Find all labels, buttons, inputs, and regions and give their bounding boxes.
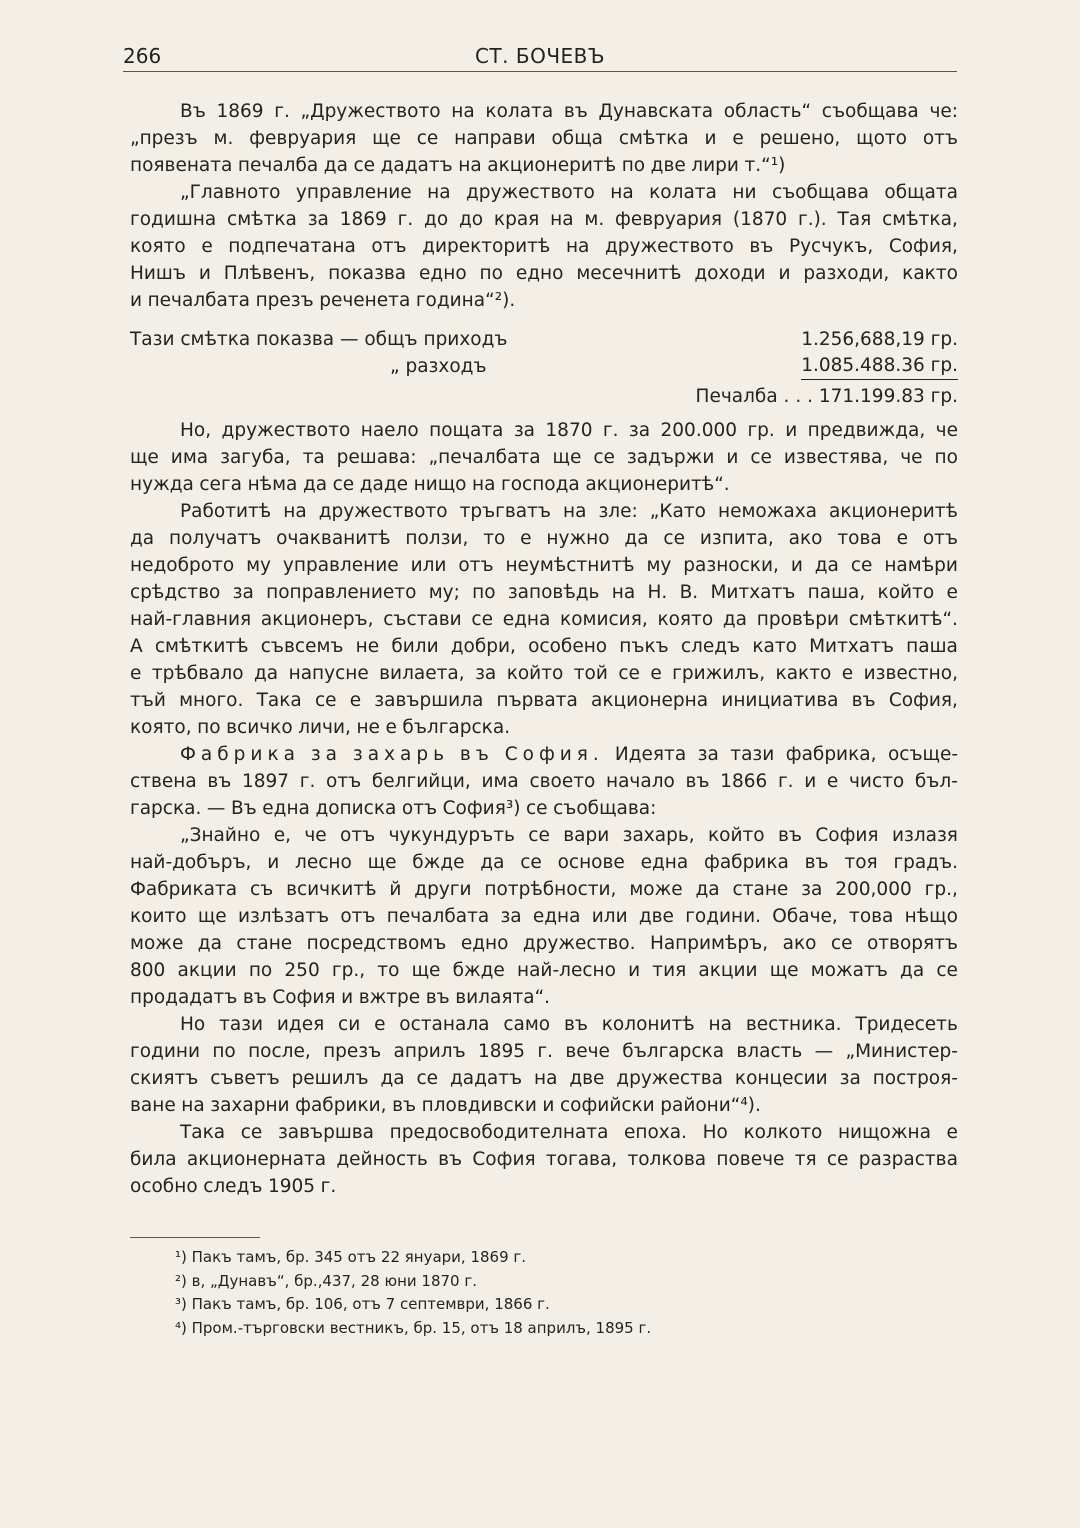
text-line: гарска. — Въ една дописка отъ София³) се съобщава: [130,798,657,819]
profit-total: Печалба . . . 171.199.83 гр. [695,386,958,407]
text-line: най-главния акционеръ, състави се една комисия, която да провѣри смѣткитѣ“. [130,609,958,630]
text-line: била акционерната дейность въ София тогава, толкова повече тя се разраства [130,1149,958,1170]
footnote: ²) в, „Дунавъ“, бр.‚437, 28 юни 1870 г. [175,1271,477,1290]
text-line: А смѣткитѣ съвсемъ не били добри, особено пъкъ следъ като Митхатъ паша [130,636,958,657]
header-rule [123,71,957,72]
text-line: Но, дружеството наело пощата за 1870 г. за 200.000 гр. и предвижда, че [180,420,958,441]
income-label: Тази смѣтка показва — общъ приходъ [130,329,508,350]
end-paragraph-2 [130,1011,958,1119]
text-line: особно следъ 1905 г. [130,1176,337,1197]
text-line: срѣдство за поправлението му; по заповѣдь на Н. В. Митхатъ паша, който е [130,582,958,603]
text-line: 800 акции по 250 гр., то ще бжде най-лесно и тия акции ще можатъ да се [130,960,958,981]
text-line: Въ 1869 г. „Дружеството на колата въ Дунавската область“ съобщава че: [180,101,958,122]
text-line: ване на захарни фабрики, въ пловдивски и софийски райони“⁴). [130,1095,761,1116]
body-text [130,98,958,1200]
middle-paragraph-1 [130,417,958,498]
top-paragraph-2 [130,179,958,314]
end-paragraph-1 [130,822,958,1011]
running-head: СТ. БОЧЕВЪ [474,44,606,68]
text-line: Така се завършва предосвободителната епоха. Но колкото нищожна е [180,1122,958,1143]
sugar-line-rest: Идеята за тази фабрика, осъще- [614,744,958,765]
text-line: е трѣбвало да напусне вилаета, за който той се е грижилъ, както е известно, [130,663,958,684]
text-line: годишна смѣтка за 1869 г. до до края на м. февруария (1870 г.). Тая смѣтка, [130,209,958,230]
profit-row [130,380,958,407]
expense-row [130,353,958,380]
footnotes [175,1246,651,1340]
paragraph-sugar-factory [130,741,958,822]
text-line: Работитѣ на дружеството тръгватъ на зле: „Като неможаха акционеритѣ [180,501,958,522]
accounts-summary [130,326,958,407]
text-line: и печалбата презъ реченета година“²). [130,290,516,311]
end-paragraph-3 [130,1119,958,1200]
expense-label: „ разходъ [390,356,487,377]
text-line: да получатъ очакванитѣ ползи, то е нужно да се изпита, ако това е отъ [130,528,958,549]
text-line: тъй много. Така се е завършила първата акционерна инициатива въ София, [130,690,958,711]
text-line: ще има загуба, та решава: „печалбата ще се задържи и се известява, че по [130,447,958,468]
text-line: „Знайно е, че отъ чукундуръть се вари захарь, който въ София излазя [180,825,958,846]
income-row [130,326,958,353]
text-line: появената печалба да се дадатъ на акционеритѣ по две лири т.“¹) [130,155,786,176]
income-value: 1.256,688,19 гр. [801,329,958,350]
text-line: „Главното управление на дружеството на колата ни съобщава общата [180,182,958,203]
text-line: нужда сега нѣма да се даде нищо на господа акционеритѣ“. [130,474,730,495]
text-line: която, по всичко личи, не е българска. [130,717,511,738]
text-line: „презъ м. февруария ще се направи обща смѣтка и е решено, щото отъ [130,128,958,149]
page-header [123,44,957,74]
text-line: може да стане посредствомъ едно дружество. Напримѣръ, ако се отворятъ [130,933,958,954]
page-number: 266 [123,44,162,68]
text-line [130,741,958,768]
text-line: които ще излѣзатъ отъ печалбата за една или две години. Обаче, това нѣщо [130,906,958,927]
footnote: ⁴) Пром.-търговски вестникъ, бр. 15, отъ 18 априлъ, 1895 г. [175,1318,652,1337]
text-line: най-добъръ, и лесно ще бжде да се основе една фабрика въ тоя градъ. [130,852,958,873]
middle-paragraph-2 [130,498,958,741]
text-line: ствена въ 1897 г. отъ белгийци, има своето начало въ 1866 г. и е чисто бъл- [130,771,958,792]
footnote: ³) Пакъ тамъ, бр. 106, отъ 7 септември, 1866 г. [175,1295,550,1313]
text-line: продадатъ въ София и вжтре въ вилаята“. [130,987,551,1008]
text-line: Фабриката съ всичкитѣ й други потрѣбности, може да стане за 200,000 гр., [130,879,958,900]
sugar-heading: Фабрика за захарь въ София. [180,744,604,765]
text-line: която е подпечатана отъ директоритѣ на дружеството въ Русчукъ, София, [130,236,958,257]
expense-value: 1.085.488.36 гр. [801,353,958,380]
footnote: ¹) Пакъ тамъ, бр. 345 отъ 22 януари, 1869 г. [175,1248,527,1266]
text-line: Нишъ и Плѣвенъ, показва едно по едно месечнитѣ доходи и разходи, както [130,263,958,284]
footnote-rule [130,1237,260,1238]
text-line: Но тази идея си е останала само въ колонитѣ на вестника. Тридесеть [180,1014,958,1035]
text-line: години по после, презъ априлъ 1895 г. вече българска власть — „Министер- [130,1041,958,1062]
top-paragraph-1 [130,98,958,179]
text-line: недоброто му управление или отъ неумѣстнитѣ му разноски, и да се намѣри [130,555,958,576]
text-line: скиятъ съветъ решилъ да се дадатъ на две дружества концесии за построя- [130,1068,958,1089]
